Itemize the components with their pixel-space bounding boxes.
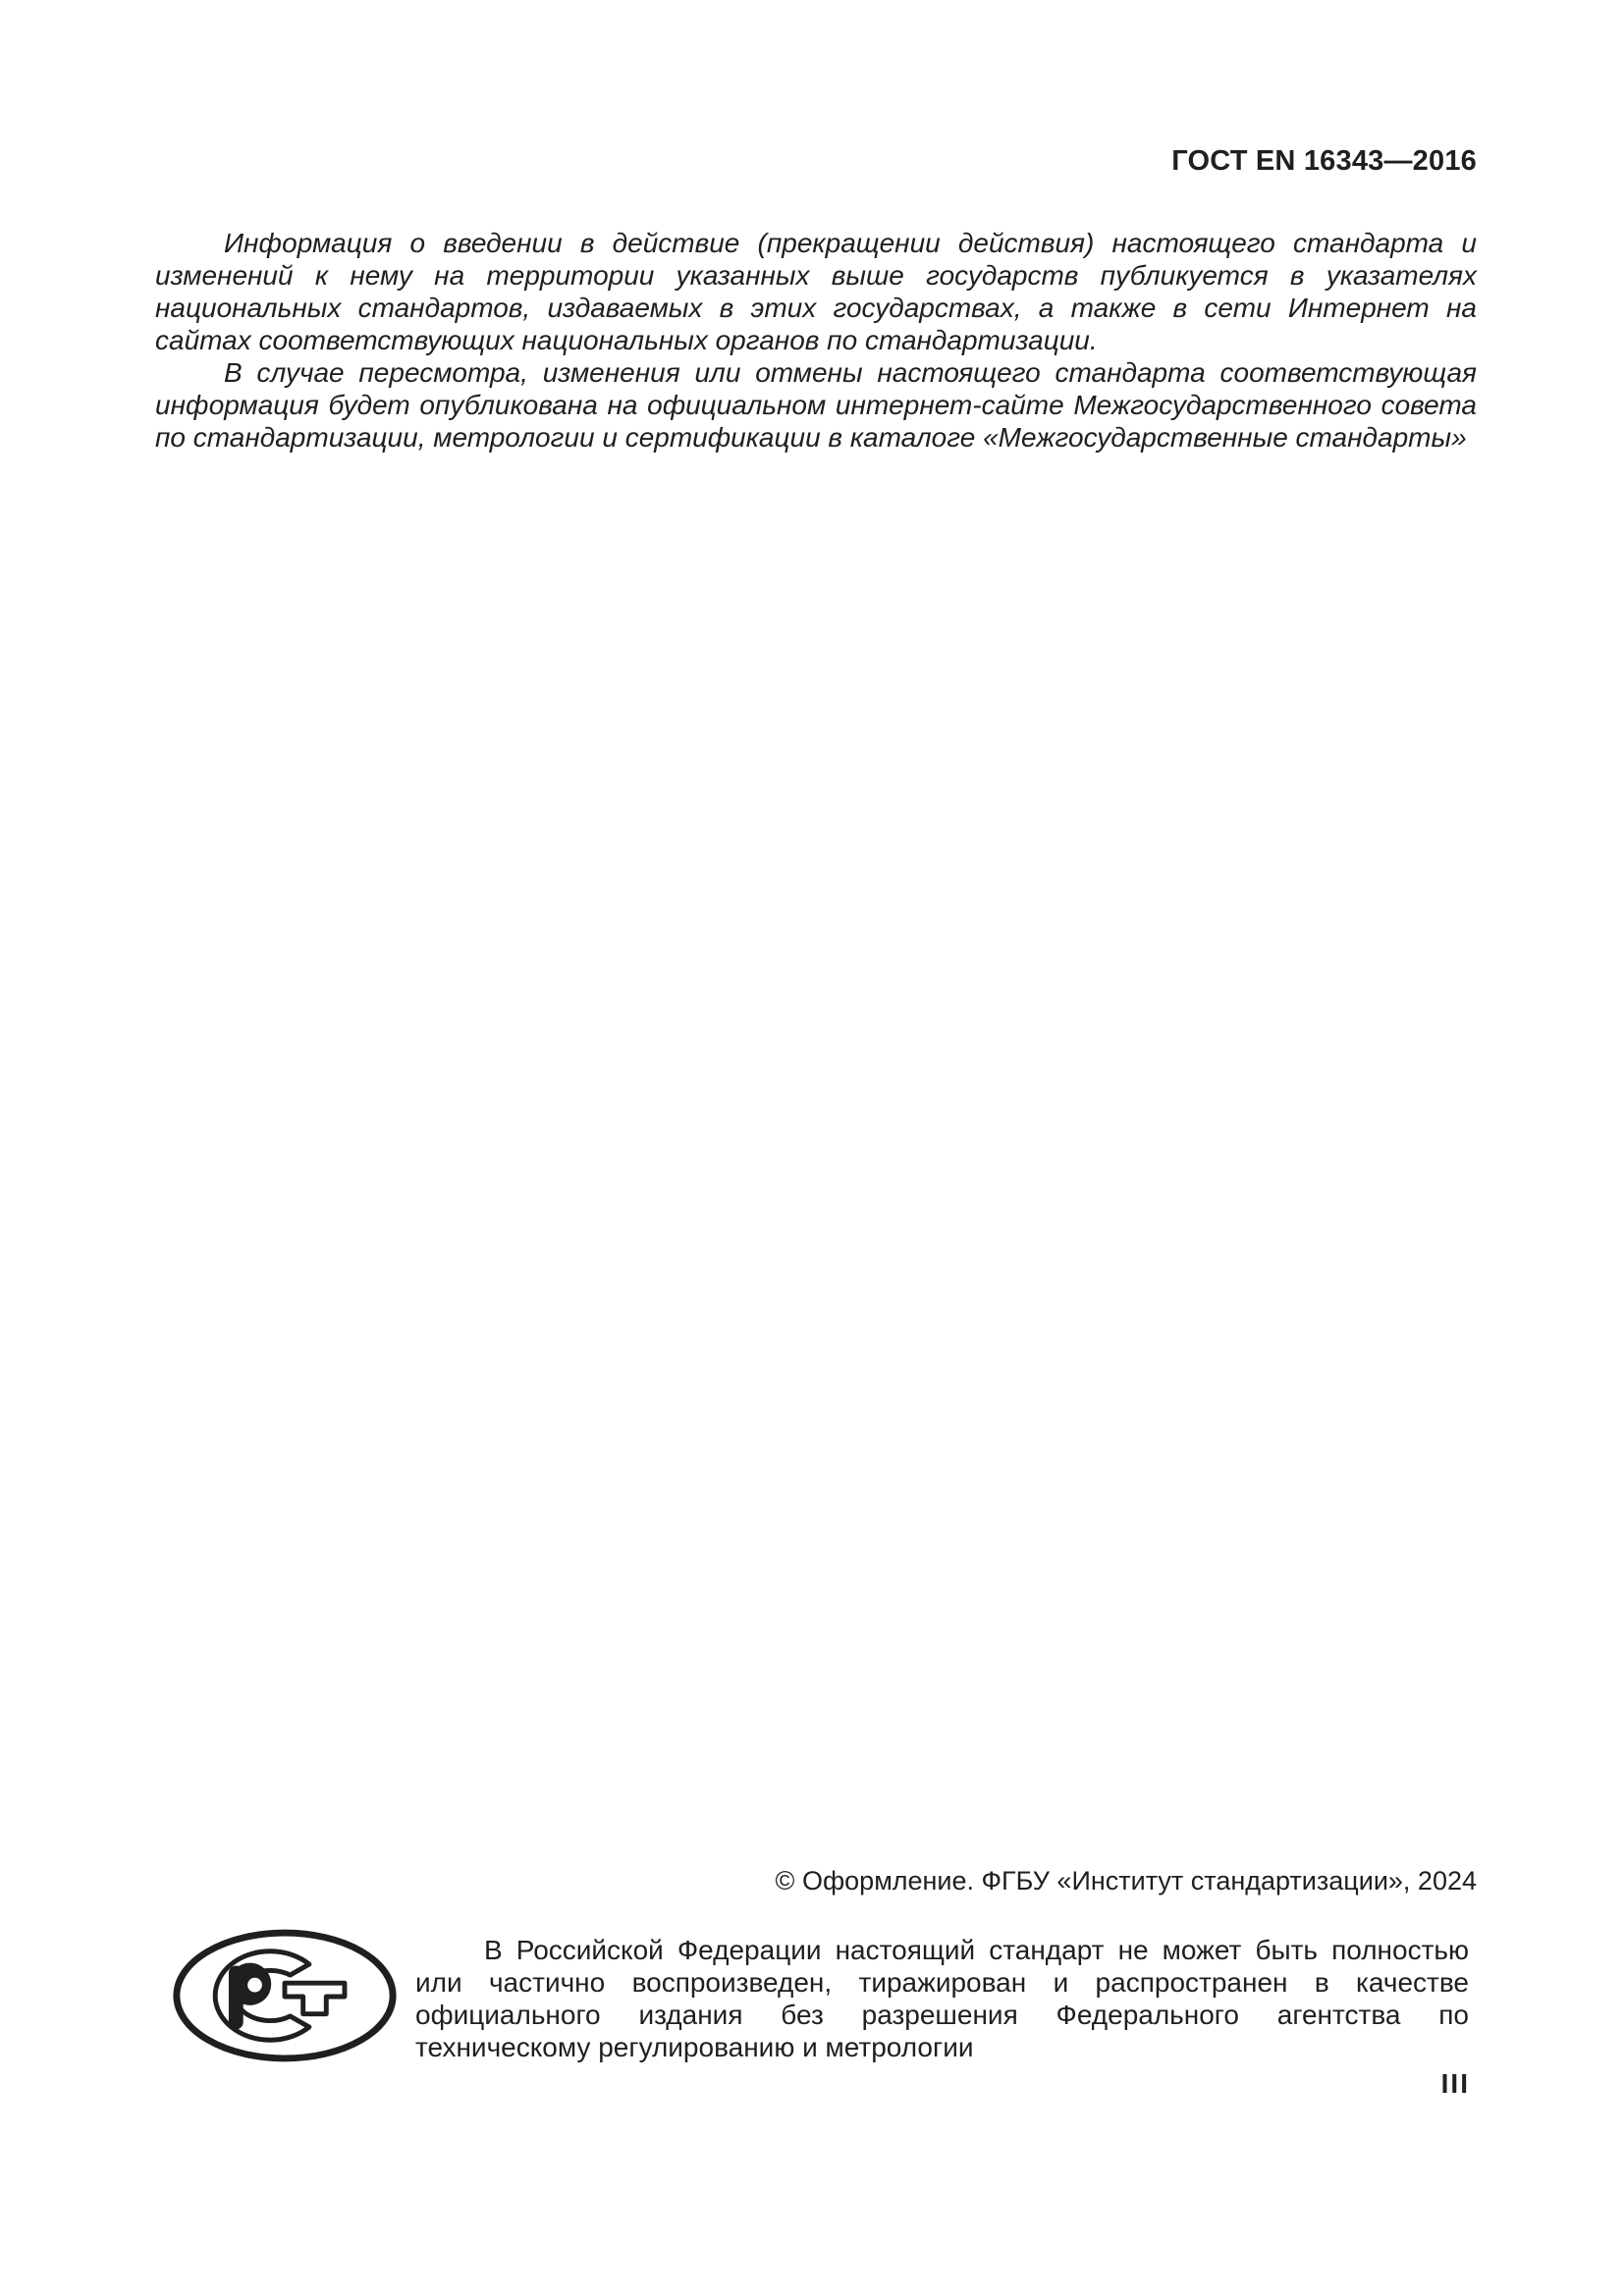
- intro-paragraph-1: Информация о введении в действие (прекращении действия) настоящего стандарта и изменений к нему на территории указанных выше государств публикуется в указателях национальных стандартов, издаваемых в этих государствах, а также в сети Интернет на сайтах соответствующих национальных органов по стандартизации.: [155, 228, 1477, 355]
- doc-code-header: ГОСТ EN 16343—2016: [1171, 145, 1477, 177]
- rst-certification-mark-icon: [169, 1926, 401, 2065]
- restriction-note: В Российской Федерации настоящий стандарт не может быть полностью или частично воспроизведен, тиражирован и распространен в качестве официального издания без разрешения Федерального агентства по техническому регулированию и метрологии: [415, 1935, 1469, 2062]
- page-number: III: [1440, 2068, 1470, 2099]
- intro-paragraph-2: В случае пересмотра, изменения или отмены настоящего стандарта соответствующая информация будет опубликована на официальном интернет-сайте Межгосударственного совета по стандартизации, метрологии и сертификации в каталоге «Межгосударственные стандарты»: [155, 357, 1477, 453]
- copyright-line: © Оформление. ФГБУ «Институт стандартизации», 2024: [775, 1866, 1477, 1896]
- logo-letter-t: [285, 1983, 345, 2013]
- logo-letter-r-counter: [247, 1978, 262, 1993]
- intro-note: [155, 227, 1477, 454]
